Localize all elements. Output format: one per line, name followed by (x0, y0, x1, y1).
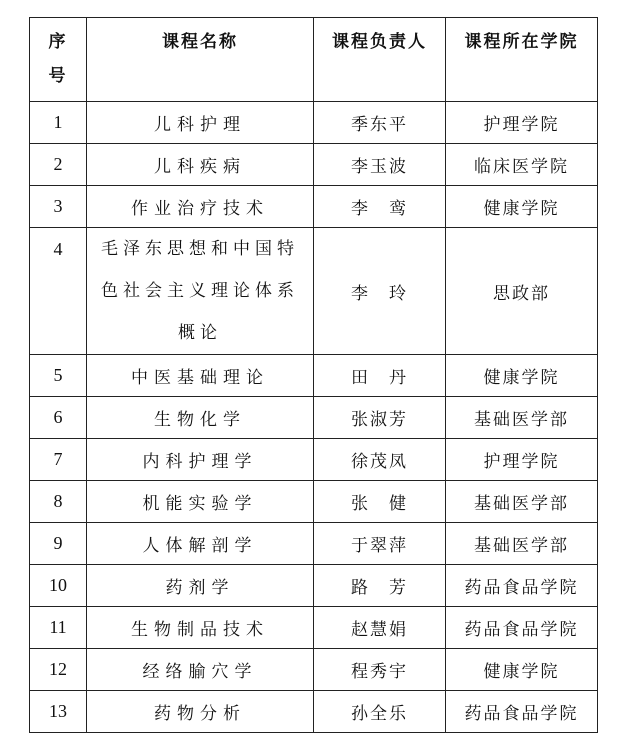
course-lead: 李玉波 (314, 144, 446, 186)
course-lead: 张 健 (314, 481, 446, 523)
college: 药品食品学院 (446, 565, 598, 607)
college: 基础医学部 (446, 481, 598, 523)
college: 临床医学院 (446, 144, 598, 186)
row-number: 9 (30, 523, 87, 565)
course-lead: 程秀宇 (314, 649, 446, 691)
college: 护理学院 (446, 439, 598, 481)
college: 健康学院 (446, 355, 598, 397)
row-number: 2 (30, 144, 87, 186)
table-row (30, 102, 598, 144)
table-row (30, 144, 598, 186)
course-name: 儿科疾病 (87, 144, 314, 186)
course-lead: 张淑芳 (314, 397, 446, 439)
table-row (30, 397, 598, 439)
table-row (30, 565, 598, 607)
course-lead: 路 芳 (314, 565, 446, 607)
college: 健康学院 (446, 186, 598, 228)
row-number: 8 (30, 481, 87, 523)
course-name: 中医基础理论 (87, 355, 314, 397)
course-name: 机能实验学 (87, 481, 314, 523)
header-course-lead: 课程负责人 (314, 18, 446, 102)
table-row (30, 228, 598, 355)
course-lead: 季东平 (314, 102, 446, 144)
row-number: 10 (30, 565, 87, 607)
table-row (30, 439, 598, 481)
course-lead: 李 玲 (314, 228, 446, 355)
course-name: 药物分析 (87, 691, 314, 733)
table-row (30, 691, 598, 733)
header-index: 序号 (30, 18, 87, 102)
course-name: 人体解剖学 (87, 523, 314, 565)
course-name (87, 228, 314, 355)
course-name: 儿科护理 (87, 102, 314, 144)
college: 护理学院 (446, 102, 598, 144)
course-name-text: 毛泽东思想和中国特色社会主义理论体系概论 (101, 239, 299, 343)
course-lead: 徐茂凤 (314, 439, 446, 481)
header-college: 课程所在学院 (446, 18, 598, 102)
course-lead: 田 丹 (314, 355, 446, 397)
table-row (30, 355, 598, 397)
table-row (30, 523, 598, 565)
course-name: 生物化学 (87, 397, 314, 439)
table-row (30, 607, 598, 649)
course-name: 药剂学 (87, 565, 314, 607)
college: 药品食品学院 (446, 607, 598, 649)
row-number: 11 (30, 607, 87, 649)
course-lead: 于翠萍 (314, 523, 446, 565)
row-number: 7 (30, 439, 87, 481)
row-number: 5 (30, 355, 87, 397)
course-lead: 李 鸾 (314, 186, 446, 228)
college: 药品食品学院 (446, 691, 598, 733)
college: 基础医学部 (446, 523, 598, 565)
course-lead: 孙全乐 (314, 691, 446, 733)
course-name: 经络腧穴学 (87, 649, 314, 691)
row-number: 1 (30, 102, 87, 144)
course-name: 生物制品技术 (87, 607, 314, 649)
table-header-row (30, 18, 598, 102)
course-name: 内科护理学 (87, 439, 314, 481)
row-number: 6 (30, 397, 87, 439)
header-course-name: 课程名称 (87, 18, 314, 102)
row-number: 13 (30, 691, 87, 733)
college: 基础医学部 (446, 397, 598, 439)
course-lead: 赵慧娟 (314, 607, 446, 649)
course-name: 作业治疗技术 (87, 186, 314, 228)
row-number: 12 (30, 649, 87, 691)
course-table (29, 17, 598, 733)
college: 健康学院 (446, 649, 598, 691)
row-number: 3 (30, 186, 87, 228)
row-number: 4 (30, 228, 87, 355)
table-row (30, 481, 598, 523)
college: 思政部 (446, 228, 598, 355)
table-row (30, 186, 598, 228)
table-row (30, 649, 598, 691)
